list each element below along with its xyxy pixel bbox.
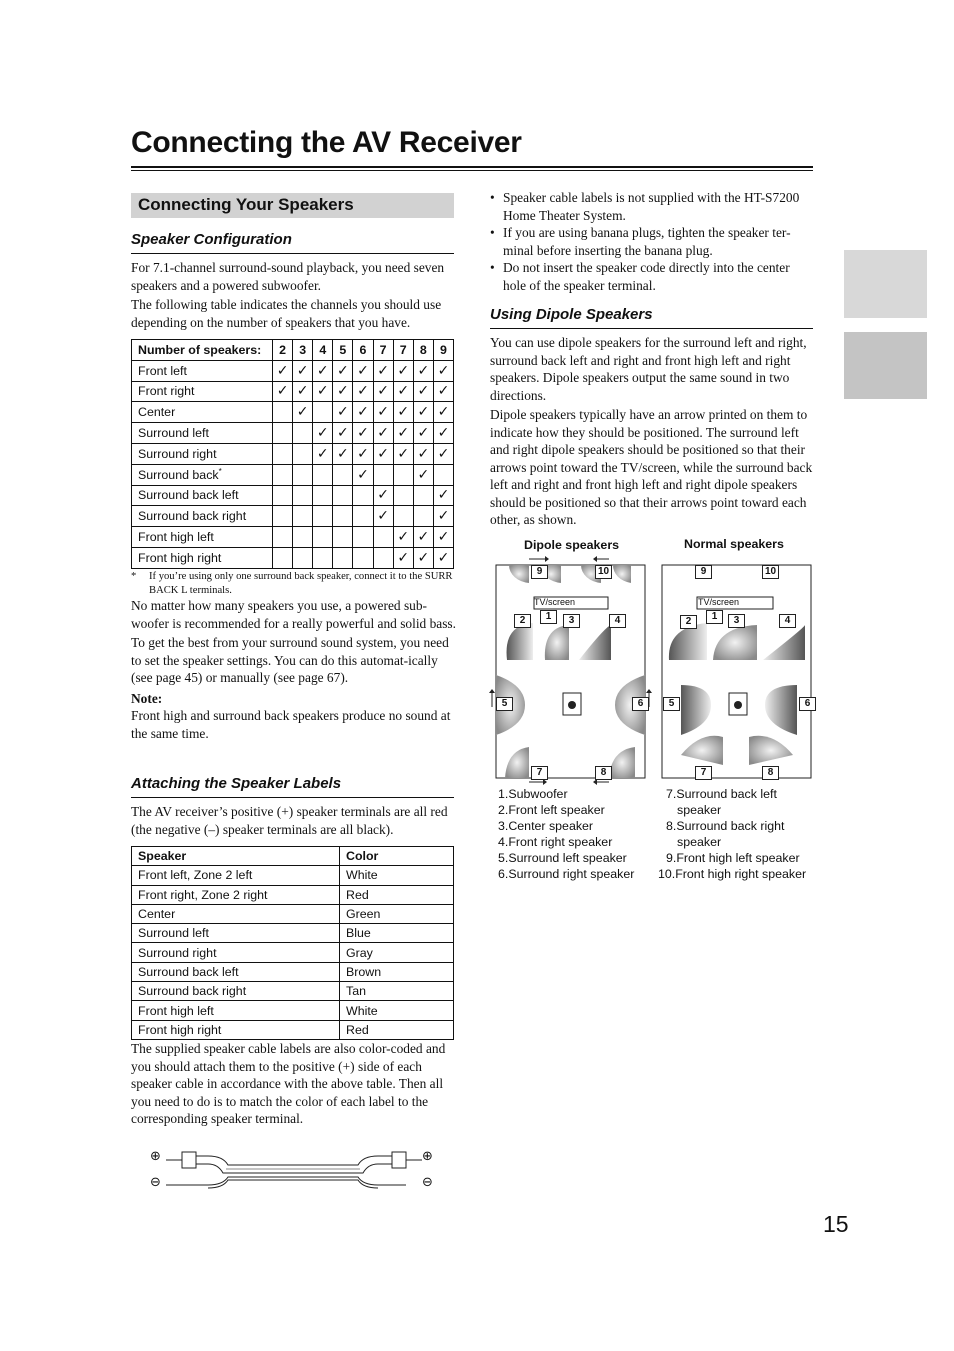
check-mark-icon: ✓ bbox=[433, 381, 453, 402]
table-row bbox=[132, 962, 454, 981]
empty-cell bbox=[313, 485, 333, 506]
check-mark-icon: ✓ bbox=[433, 485, 453, 506]
side-tab-light bbox=[844, 250, 927, 318]
channel-label bbox=[132, 360, 273, 381]
empty-cell bbox=[293, 547, 313, 568]
speaker-cell: Surround left bbox=[132, 924, 340, 943]
channel-name: Surround right bbox=[138, 446, 217, 461]
empty-cell bbox=[273, 423, 293, 444]
check-mark-icon: ✓ bbox=[413, 402, 433, 423]
empty-cell bbox=[293, 527, 313, 548]
check-mark-icon: ✓ bbox=[333, 443, 353, 464]
heading-rule bbox=[131, 253, 454, 254]
empty-cell bbox=[293, 485, 313, 506]
check-mark-icon: ✓ bbox=[373, 423, 393, 444]
legend-item: 7.Surround back left bbox=[666, 787, 777, 801]
check-mark-icon: ✓ bbox=[413, 547, 433, 568]
title-rule-thin bbox=[131, 170, 813, 171]
title-rule bbox=[131, 166, 813, 168]
speaker-cell: Surround back right bbox=[132, 982, 340, 1001]
speaker-count-header: 8 bbox=[413, 340, 433, 361]
intro-paragraph-1: For 7.1-channel surround-sound playback, you need seven speakers and a powered subwoofer. bbox=[131, 260, 445, 293]
speaker-number-tag: 1 bbox=[706, 610, 723, 624]
heading-rule bbox=[490, 328, 813, 329]
speaker-cell: Front left, Zone 2 left bbox=[132, 866, 340, 885]
legend-item: speaker bbox=[677, 803, 722, 817]
table-row bbox=[132, 866, 454, 885]
table-row bbox=[132, 443, 454, 464]
table-row bbox=[132, 1001, 454, 1020]
empty-cell bbox=[273, 547, 293, 568]
empty-cell bbox=[273, 464, 293, 485]
check-mark-icon: ✓ bbox=[393, 423, 413, 444]
channel-label bbox=[132, 547, 273, 568]
cable-notes-list bbox=[490, 189, 815, 294]
empty-cell bbox=[373, 527, 393, 548]
check-mark-icon: ✓ bbox=[293, 402, 313, 423]
check-mark-icon: ✓ bbox=[373, 443, 393, 464]
table-row bbox=[132, 924, 454, 943]
table-row bbox=[132, 527, 454, 548]
table-row bbox=[132, 402, 454, 423]
empty-cell bbox=[313, 464, 333, 485]
list-item: • If you are using banana plugs, tighten the speaker ter-minal before inserting the banana plug. bbox=[490, 224, 815, 259]
speaker-number-tag: 5 bbox=[663, 697, 680, 711]
table-row bbox=[132, 1020, 454, 1039]
channel-label bbox=[132, 423, 273, 444]
channel-label bbox=[132, 402, 273, 423]
speaker-number-tag: 4 bbox=[779, 614, 796, 628]
empty-cell bbox=[333, 527, 353, 548]
page-title: Connecting the AV Receiver bbox=[131, 126, 522, 159]
legend-item: 1.Subwoofer bbox=[498, 787, 568, 801]
check-mark-icon: ✓ bbox=[433, 506, 453, 527]
speaker-count-header: 7 bbox=[373, 340, 393, 361]
table-row bbox=[132, 904, 454, 923]
check-mark-icon: ✓ bbox=[413, 443, 433, 464]
speaker-number-tag: 8 bbox=[595, 766, 612, 780]
check-mark-icon: ✓ bbox=[353, 464, 373, 485]
check-mark-icon: ✓ bbox=[313, 423, 333, 444]
color-cell: Red bbox=[340, 885, 454, 904]
check-mark-icon: ✓ bbox=[413, 464, 433, 485]
tv-screen-label: TV/screen bbox=[698, 597, 740, 607]
list-item: • Speaker cable labels is not supplied with the HT-S7200 Home Theater System. bbox=[490, 189, 815, 224]
check-mark-icon: ✓ bbox=[313, 381, 333, 402]
speaker-number-tag: 6 bbox=[632, 697, 649, 711]
labels-intro: The AV receiver’s positive (+) speaker terminals are all red (the negative (–) speaker terminals are all black). bbox=[131, 804, 448, 837]
speaker-number-tag: 9 bbox=[531, 565, 548, 579]
table-row bbox=[132, 506, 454, 527]
speaker-layout-diagrams bbox=[485, 555, 821, 785]
speaker-number-tag: 6 bbox=[799, 697, 816, 711]
channel-label bbox=[132, 527, 273, 548]
check-mark-icon: ✓ bbox=[413, 381, 433, 402]
dipole-body bbox=[490, 334, 815, 531]
speaker-count-header: 2 bbox=[273, 340, 293, 361]
speaker-count-header: 4 bbox=[313, 340, 333, 361]
empty-cell bbox=[433, 464, 453, 485]
legend-item: 5.Surround left speaker bbox=[498, 851, 627, 865]
intro-paragraph-2: The following table indicates the channels you should use depending on the number of speakers that you have. bbox=[131, 297, 442, 330]
check-mark-icon: ✓ bbox=[373, 485, 393, 506]
side-tab-dark bbox=[844, 332, 927, 399]
check-mark-icon: ✓ bbox=[393, 527, 413, 548]
legend-item: 6.Surround right speaker bbox=[498, 867, 635, 881]
minus-terminal-icon: ⊖ bbox=[422, 1175, 433, 1190]
check-mark-icon: ✓ bbox=[433, 547, 453, 568]
check-mark-icon: ✓ bbox=[433, 527, 453, 548]
table-header-label: Number of speakers: bbox=[132, 340, 273, 361]
check-mark-icon: ✓ bbox=[353, 381, 373, 402]
check-mark-icon: ✓ bbox=[393, 360, 413, 381]
speaker-number-tag: 9 bbox=[695, 565, 712, 579]
speaker-number-tag: 1 bbox=[540, 610, 557, 624]
check-mark-icon: ✓ bbox=[373, 381, 393, 402]
channel-label bbox=[132, 381, 273, 402]
check-mark-icon: ✓ bbox=[353, 423, 373, 444]
empty-cell bbox=[353, 527, 373, 548]
color-cell: White bbox=[340, 1001, 454, 1020]
col-color-header: Color bbox=[340, 847, 454, 866]
check-mark-icon: ✓ bbox=[413, 360, 433, 381]
channel-label bbox=[132, 485, 273, 506]
speaker-number-tag: 5 bbox=[496, 697, 513, 711]
speaker-number-tag: 4 bbox=[609, 614, 626, 628]
channel-label bbox=[132, 506, 273, 527]
empty-cell bbox=[293, 464, 313, 485]
speaker-config-heading: Speaker Configuration bbox=[131, 231, 292, 248]
settings-paragraph: To get the best from your surround sound system, you need to set the speaker settings. You can do this automat-ically (see page 45) or manually (see page 67). bbox=[131, 635, 449, 685]
note-label: Note: bbox=[131, 690, 163, 706]
check-mark-icon: ✓ bbox=[373, 402, 393, 423]
normal-diagram-title: Normal speakers bbox=[684, 537, 784, 551]
speaker-legend-left bbox=[498, 786, 634, 882]
speaker-number-tag: 2 bbox=[680, 615, 697, 629]
table-row bbox=[132, 360, 454, 381]
speaker-count-header: 5 bbox=[333, 340, 353, 361]
check-mark-icon: ✓ bbox=[353, 360, 373, 381]
channel-label bbox=[132, 443, 273, 464]
empty-cell bbox=[393, 485, 413, 506]
dipole-diagram-title: Dipole speakers bbox=[524, 538, 620, 552]
check-mark-icon: ✓ bbox=[273, 360, 293, 381]
channel-name: Surround back right bbox=[138, 509, 247, 524]
legend-item: 9.Front high left speaker bbox=[666, 851, 800, 865]
speaker-cell: Front high right bbox=[132, 1020, 340, 1039]
speaker-number-tag: 3 bbox=[728, 614, 745, 628]
speaker-number-tag: 3 bbox=[563, 614, 580, 628]
empty-cell bbox=[293, 423, 313, 444]
labels-heading: Attaching the Speaker Labels bbox=[131, 775, 342, 792]
speaker-count-header: 6 bbox=[353, 340, 373, 361]
plus-terminal-icon: ⊕ bbox=[422, 1149, 433, 1164]
col-speaker-header: Speaker bbox=[132, 847, 340, 866]
empty-cell bbox=[313, 547, 333, 568]
empty-cell bbox=[373, 464, 393, 485]
color-cell: White bbox=[340, 866, 454, 885]
legend-item: 2.Front left speaker bbox=[498, 803, 605, 817]
check-mark-icon: ✓ bbox=[293, 360, 313, 381]
check-mark-icon: ✓ bbox=[393, 547, 413, 568]
check-mark-icon: ✓ bbox=[333, 360, 353, 381]
labels-paragraph: The supplied speaker cable labels are also color-coded and you should attach them to the positive (+) side of each speaker cable in accordance with the above table. Then all you need to do is to match the color of each label to the corresponding speaker terminal. bbox=[131, 1041, 446, 1126]
empty-cell bbox=[393, 506, 413, 527]
empty-cell bbox=[413, 485, 433, 506]
table-row bbox=[132, 464, 454, 485]
dipole-diagram bbox=[489, 556, 652, 785]
channel-name: Surround left bbox=[138, 426, 209, 441]
table-row bbox=[132, 547, 454, 568]
empty-cell bbox=[333, 506, 353, 527]
label-color-table bbox=[131, 846, 454, 1040]
speaker-count-header: 3 bbox=[293, 340, 313, 361]
speaker-config-body bbox=[131, 597, 456, 744]
check-mark-icon: ✓ bbox=[413, 527, 433, 548]
channel-name: Front left bbox=[138, 363, 187, 378]
table-header-row bbox=[132, 340, 454, 361]
heading-rule bbox=[131, 797, 454, 798]
speaker-cell: Surround right bbox=[132, 943, 340, 962]
table-row bbox=[132, 943, 454, 962]
channel-name: Front high right bbox=[138, 550, 222, 565]
color-cell: Tan bbox=[340, 982, 454, 1001]
check-mark-icon: ✓ bbox=[413, 423, 433, 444]
table-row bbox=[132, 885, 454, 904]
legend-item: 4.Front right speaker bbox=[498, 835, 613, 849]
note-text: Front high and surround back speakers produce no sound at the same time. bbox=[131, 708, 451, 741]
dipole-paragraph-2: Dipole speakers typically have an arrow printed on them to indicate how they should be positioned. The surround left and right dipole speakers should be positioned so that their arrows point toward the TV/screen, while the surround back left and right and front high left and right dipole speakers should be positioned so that their arrows point toward each other, as shown. bbox=[490, 407, 813, 527]
check-mark-icon: ✓ bbox=[393, 381, 413, 402]
check-mark-icon: ✓ bbox=[333, 423, 353, 444]
empty-cell bbox=[293, 506, 313, 527]
empty-cell bbox=[313, 527, 333, 548]
footnote-mark: * bbox=[131, 571, 137, 582]
empty-cell bbox=[413, 506, 433, 527]
check-mark-icon: ✓ bbox=[293, 381, 313, 402]
check-mark-icon: ✓ bbox=[313, 443, 333, 464]
plus-terminal-icon: ⊕ bbox=[150, 1149, 161, 1164]
color-cell: Gray bbox=[340, 943, 454, 962]
table-footnote bbox=[131, 570, 456, 597]
legend-item: speaker bbox=[677, 835, 722, 849]
check-mark-icon: ✓ bbox=[393, 443, 413, 464]
check-mark-icon: ✓ bbox=[333, 402, 353, 423]
channel-name: Surround back bbox=[138, 468, 219, 483]
dipole-paragraph-1: You can use dipole speakers for the surround left and right, surround back left and right and front high left and right speakers. Dipole speakers output the same sound in two directions. bbox=[490, 335, 807, 403]
speaker-cell: Surround back left bbox=[132, 962, 340, 981]
speaker-cell: Front high left bbox=[132, 1001, 340, 1020]
table-row bbox=[132, 423, 454, 444]
empty-cell bbox=[293, 443, 313, 464]
section-heading: Connecting Your Speakers bbox=[131, 193, 454, 218]
empty-cell bbox=[333, 485, 353, 506]
legend-item: 8.Surround back right bbox=[666, 819, 785, 833]
empty-cell bbox=[393, 464, 413, 485]
empty-cell bbox=[333, 547, 353, 568]
table-row bbox=[132, 982, 454, 1001]
check-mark-icon: ✓ bbox=[353, 443, 373, 464]
empty-cell bbox=[333, 464, 353, 485]
table-header-row bbox=[132, 847, 454, 866]
check-mark-icon: ✓ bbox=[373, 506, 393, 527]
channel-name: Front right bbox=[138, 384, 195, 399]
empty-cell bbox=[353, 547, 373, 568]
speaker-number-tag: 10 bbox=[595, 565, 612, 579]
speaker-number-tag: 8 bbox=[762, 766, 779, 780]
tv-screen-label: TV/screen bbox=[534, 597, 576, 607]
dipole-heading: Using Dipole Speakers bbox=[490, 306, 653, 323]
empty-cell bbox=[313, 402, 333, 423]
table-row bbox=[132, 485, 454, 506]
channel-name: Front high left bbox=[138, 530, 214, 545]
legend-item: 3.Center speaker bbox=[498, 819, 594, 833]
speaker-cell: Front right, Zone 2 right bbox=[132, 885, 340, 904]
speaker-config-intro bbox=[131, 259, 456, 333]
check-mark-icon: ✓ bbox=[433, 443, 453, 464]
check-mark-icon: ✓ bbox=[433, 402, 453, 423]
subwoofer-paragraph: No matter how many speakers you use, a powered sub-woofer is recommended for a really powerful and solid bass. bbox=[131, 598, 456, 631]
speaker-count-header: 9 bbox=[433, 340, 453, 361]
legend-item: 10.Front high right speaker bbox=[658, 867, 807, 881]
empty-cell bbox=[273, 506, 293, 527]
speaker-cell: Center bbox=[132, 904, 340, 923]
speaker-number-tag: 7 bbox=[695, 766, 712, 780]
check-mark-icon: ✓ bbox=[333, 381, 353, 402]
list-item: • Do not insert the speaker code directly into the center hole of the speaker terminal. bbox=[490, 259, 815, 294]
speaker-cable-illustration bbox=[148, 1143, 440, 1195]
color-cell: Brown bbox=[340, 962, 454, 981]
check-mark-icon: ✓ bbox=[353, 402, 373, 423]
channel-label bbox=[132, 464, 273, 485]
minus-terminal-icon: ⊖ bbox=[150, 1175, 161, 1190]
color-cell: Red bbox=[340, 1020, 454, 1039]
speaker-count-table bbox=[131, 339, 454, 569]
check-mark-icon: ✓ bbox=[273, 381, 293, 402]
empty-cell bbox=[373, 547, 393, 568]
page-number: 15 bbox=[823, 1211, 849, 1237]
check-mark-icon: ✓ bbox=[393, 402, 413, 423]
empty-cell bbox=[273, 527, 293, 548]
speaker-number-tag: 2 bbox=[514, 614, 531, 628]
empty-cell bbox=[313, 506, 333, 527]
table-row bbox=[132, 381, 454, 402]
check-mark-icon: ✓ bbox=[373, 360, 393, 381]
check-mark-icon: ✓ bbox=[313, 360, 333, 381]
check-mark-icon: ✓ bbox=[433, 423, 453, 444]
channel-name: Surround back left bbox=[138, 488, 239, 503]
empty-cell bbox=[273, 485, 293, 506]
empty-cell bbox=[273, 443, 293, 464]
empty-cell bbox=[353, 485, 373, 506]
empty-cell bbox=[273, 402, 293, 423]
check-mark-icon: ✓ bbox=[433, 360, 453, 381]
speaker-legend-right bbox=[658, 786, 806, 882]
empty-cell bbox=[353, 506, 373, 527]
footnote-ref: * bbox=[218, 467, 222, 477]
channel-name: Center bbox=[138, 405, 176, 420]
color-cell: Green bbox=[340, 904, 454, 923]
color-cell: Blue bbox=[340, 924, 454, 943]
footnote-text: If you’re using only one surround back speaker, connect it to the SURR BACK L terminals. bbox=[149, 571, 453, 596]
cable-drawing bbox=[148, 1143, 440, 1195]
speaker-count-header: 7 bbox=[393, 340, 413, 361]
speaker-number-tag: 7 bbox=[531, 766, 548, 780]
speaker-number-tag: 10 bbox=[762, 565, 779, 579]
